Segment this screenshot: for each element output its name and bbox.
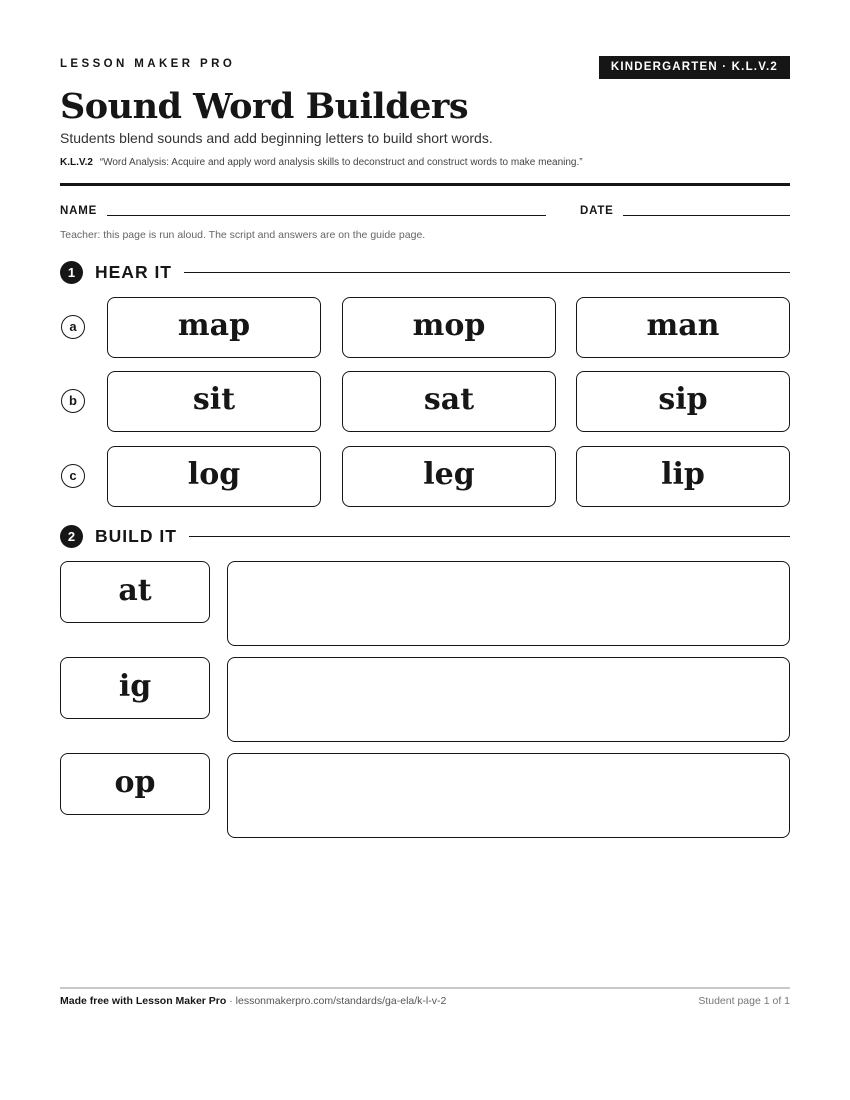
- teacher-note: Teacher: this page is run aloud. The script and answers are on the guide page.: [60, 229, 426, 241]
- footer-page-number: Student page 1 of 1: [698, 995, 790, 1007]
- section-number-badge: 2: [60, 525, 83, 548]
- answer-writing-box[interactable]: [227, 753, 790, 838]
- section-title: BUILD IT: [95, 525, 177, 546]
- word-card[interactable]: lip: [576, 446, 790, 507]
- date-field-line[interactable]: [623, 215, 790, 216]
- section-hear-it-header: [60, 260, 790, 284]
- grade-badge: KINDERGARTEN · K.L.V.2: [599, 56, 790, 79]
- name-label: NAME: [60, 205, 98, 217]
- word-card[interactable]: mop: [342, 297, 556, 358]
- word-card[interactable]: man: [576, 297, 790, 358]
- page-subtitle: Students blend sounds and add beginning letters to build short words.: [60, 130, 493, 146]
- word-card[interactable]: leg: [342, 446, 556, 507]
- standard-code: K.L.V.2: [60, 157, 93, 168]
- answer-writing-box[interactable]: [227, 657, 790, 742]
- footer-divider: [60, 987, 790, 989]
- section-number-badge: 1: [60, 261, 83, 284]
- section-rule: [189, 536, 790, 537]
- row-letter-b: b: [61, 389, 85, 413]
- row-letter-a: a: [61, 315, 85, 339]
- word-card[interactable]: map: [107, 297, 321, 358]
- word-ending-card: op: [60, 753, 210, 815]
- standard-line: [60, 157, 583, 168]
- answer-writing-box[interactable]: [227, 561, 790, 646]
- footer-credit: [60, 995, 446, 1007]
- footer-made-with: Made free with Lesson Maker Pro: [60, 995, 227, 1007]
- footer-url-link[interactable]: lessonmakerpro.com/standards/ga-ela/k-l-v-2: [235, 995, 447, 1007]
- word-card[interactable]: log: [107, 446, 321, 507]
- section-rule: [184, 272, 790, 273]
- section-build-it-header: [60, 524, 790, 548]
- word-card[interactable]: sat: [342, 371, 556, 432]
- name-field-line[interactable]: [107, 215, 546, 216]
- date-label: DATE: [580, 205, 614, 217]
- word-card[interactable]: sip: [576, 371, 790, 432]
- word-ending-card: at: [60, 561, 210, 623]
- row-letter-c: c: [61, 464, 85, 488]
- word-card[interactable]: sit: [107, 371, 321, 432]
- footer-separator: ·: [229, 995, 233, 1007]
- brand-label: LESSON MAKER PRO: [60, 58, 236, 70]
- standard-text: “Word Analysis: Acquire and apply word analysis skills to deconstruct and construct words to make meaning.”: [99, 157, 583, 168]
- header-divider: [60, 183, 790, 186]
- section-title: HEAR IT: [95, 261, 172, 282]
- page-title: Sound Word Builders: [60, 86, 469, 127]
- word-ending-card: ig: [60, 657, 210, 719]
